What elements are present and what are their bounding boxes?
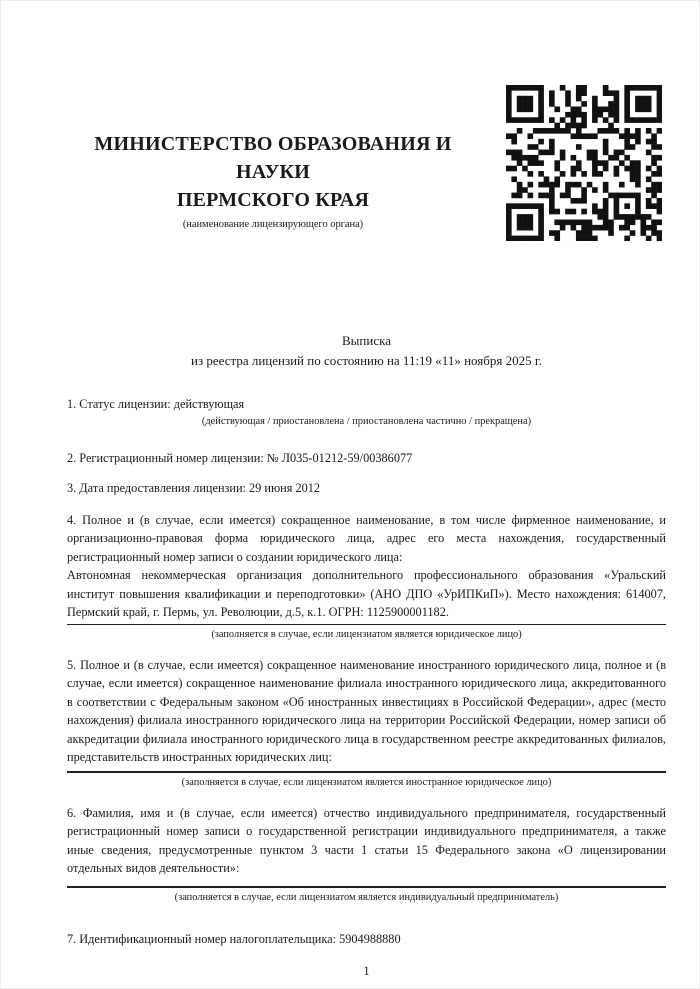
title-line2: из реестра лицензий по состоянию на 11:19 «11» ноября 2025 г. (191, 353, 542, 368)
foreign-entity-caption: (заполняется в случае, если лицензиатом является иностранное юридическое лицо) (181, 776, 552, 788)
license-status-options-caption: (действующая / приостановлена / приостановлена частично / прекращена) (201, 415, 532, 427)
legal-entity-caption: (заполняется в случае, если лицензиатом является юридическое лицо) (211, 628, 522, 640)
item-foreign-entity-heading: 5. Полное и (в случае, если имеется) сокращенное наименование иностранного юридического лица, полное и (в случае, если имеется) сокращенное наименование филиала иностранного юридического лица, аккредитованного в соответствии с Федеральным законом «Об иностранных инвестициях в Российской Федерации», адрес (место нахождения) филиала иностранного юридического лица на территории Российской Федерации, номер записи об аккредитации филиала иностранного юридического лица в государственном реестре аккредитованных филиалов, представительств иностранных юридических лиц: (67, 657, 666, 764)
licensing-authority-caption: (наименование лицензирующего органа) (182, 219, 364, 230)
item-registration-number: 2. Регистрационный номер лицензии: № Л035-01212-59/00386077 (67, 450, 413, 465)
document-title (67, 331, 666, 371)
ministry-name-line1: МИНИСТЕРСТВО ОБРАЗОВАНИЯ И НАУКИ (94, 133, 452, 183)
item-license-grant-date: 3. Дата предоставления лицензии: 29 июня 2012 (67, 481, 321, 495)
entrepreneur-caption: (заполняется в случае, если лицензиатом является индивидуальный предприниматель) (174, 891, 559, 903)
item-license-status: 1. Статус лицензии: действующая (67, 397, 245, 411)
item-taxpayer-number: 7. Идентификационный номер налогоплательщика: 5904988880 (67, 931, 401, 946)
item-legal-entity-heading: 4. Полное и (в случае, если имеется) сокращенное наименование, в том числе фирменное наименование, и организационно-правовая форма юридического лица, адрес его места нахождения, государственный регистрационный номер записи о создании юридического лица: (67, 512, 666, 564)
legal-entity-value: Автономная некоммерческая организация дополнительного профессионального образования «Уральский институт повышения квалификации и переподготовки» (АНО ДПО «УрИПКиП»). Место нахождения: 614007, Пермский край, г. Пермь, ул. Революции, д.5, к.1. ОГРН: 1125900001182. (67, 566, 666, 625)
foreign-entity-fill-in-rule (67, 767, 666, 773)
ministry-name-line2: ПЕРМСКОГО КРАЯ (176, 189, 370, 211)
ministry-header (67, 130, 479, 231)
page-number: 1 (363, 964, 370, 978)
document-content (67, 1, 666, 979)
title-line1: Выписка (342, 333, 391, 348)
item-entrepreneur-heading: 6. Фамилия, имя и (в случае, если имеется) отчество индивидуального предпринимателя, государственный регистрационный номер записи о государственной регистрации индивидуального предпринимателя, а также иные сведения, предусмотренные пунктом 3 части 1 статьи 15 Федерального закона «О лицензировании отдельных видов деятельности»: (67, 805, 666, 875)
entrepreneur-fill-in-rule (67, 878, 666, 888)
